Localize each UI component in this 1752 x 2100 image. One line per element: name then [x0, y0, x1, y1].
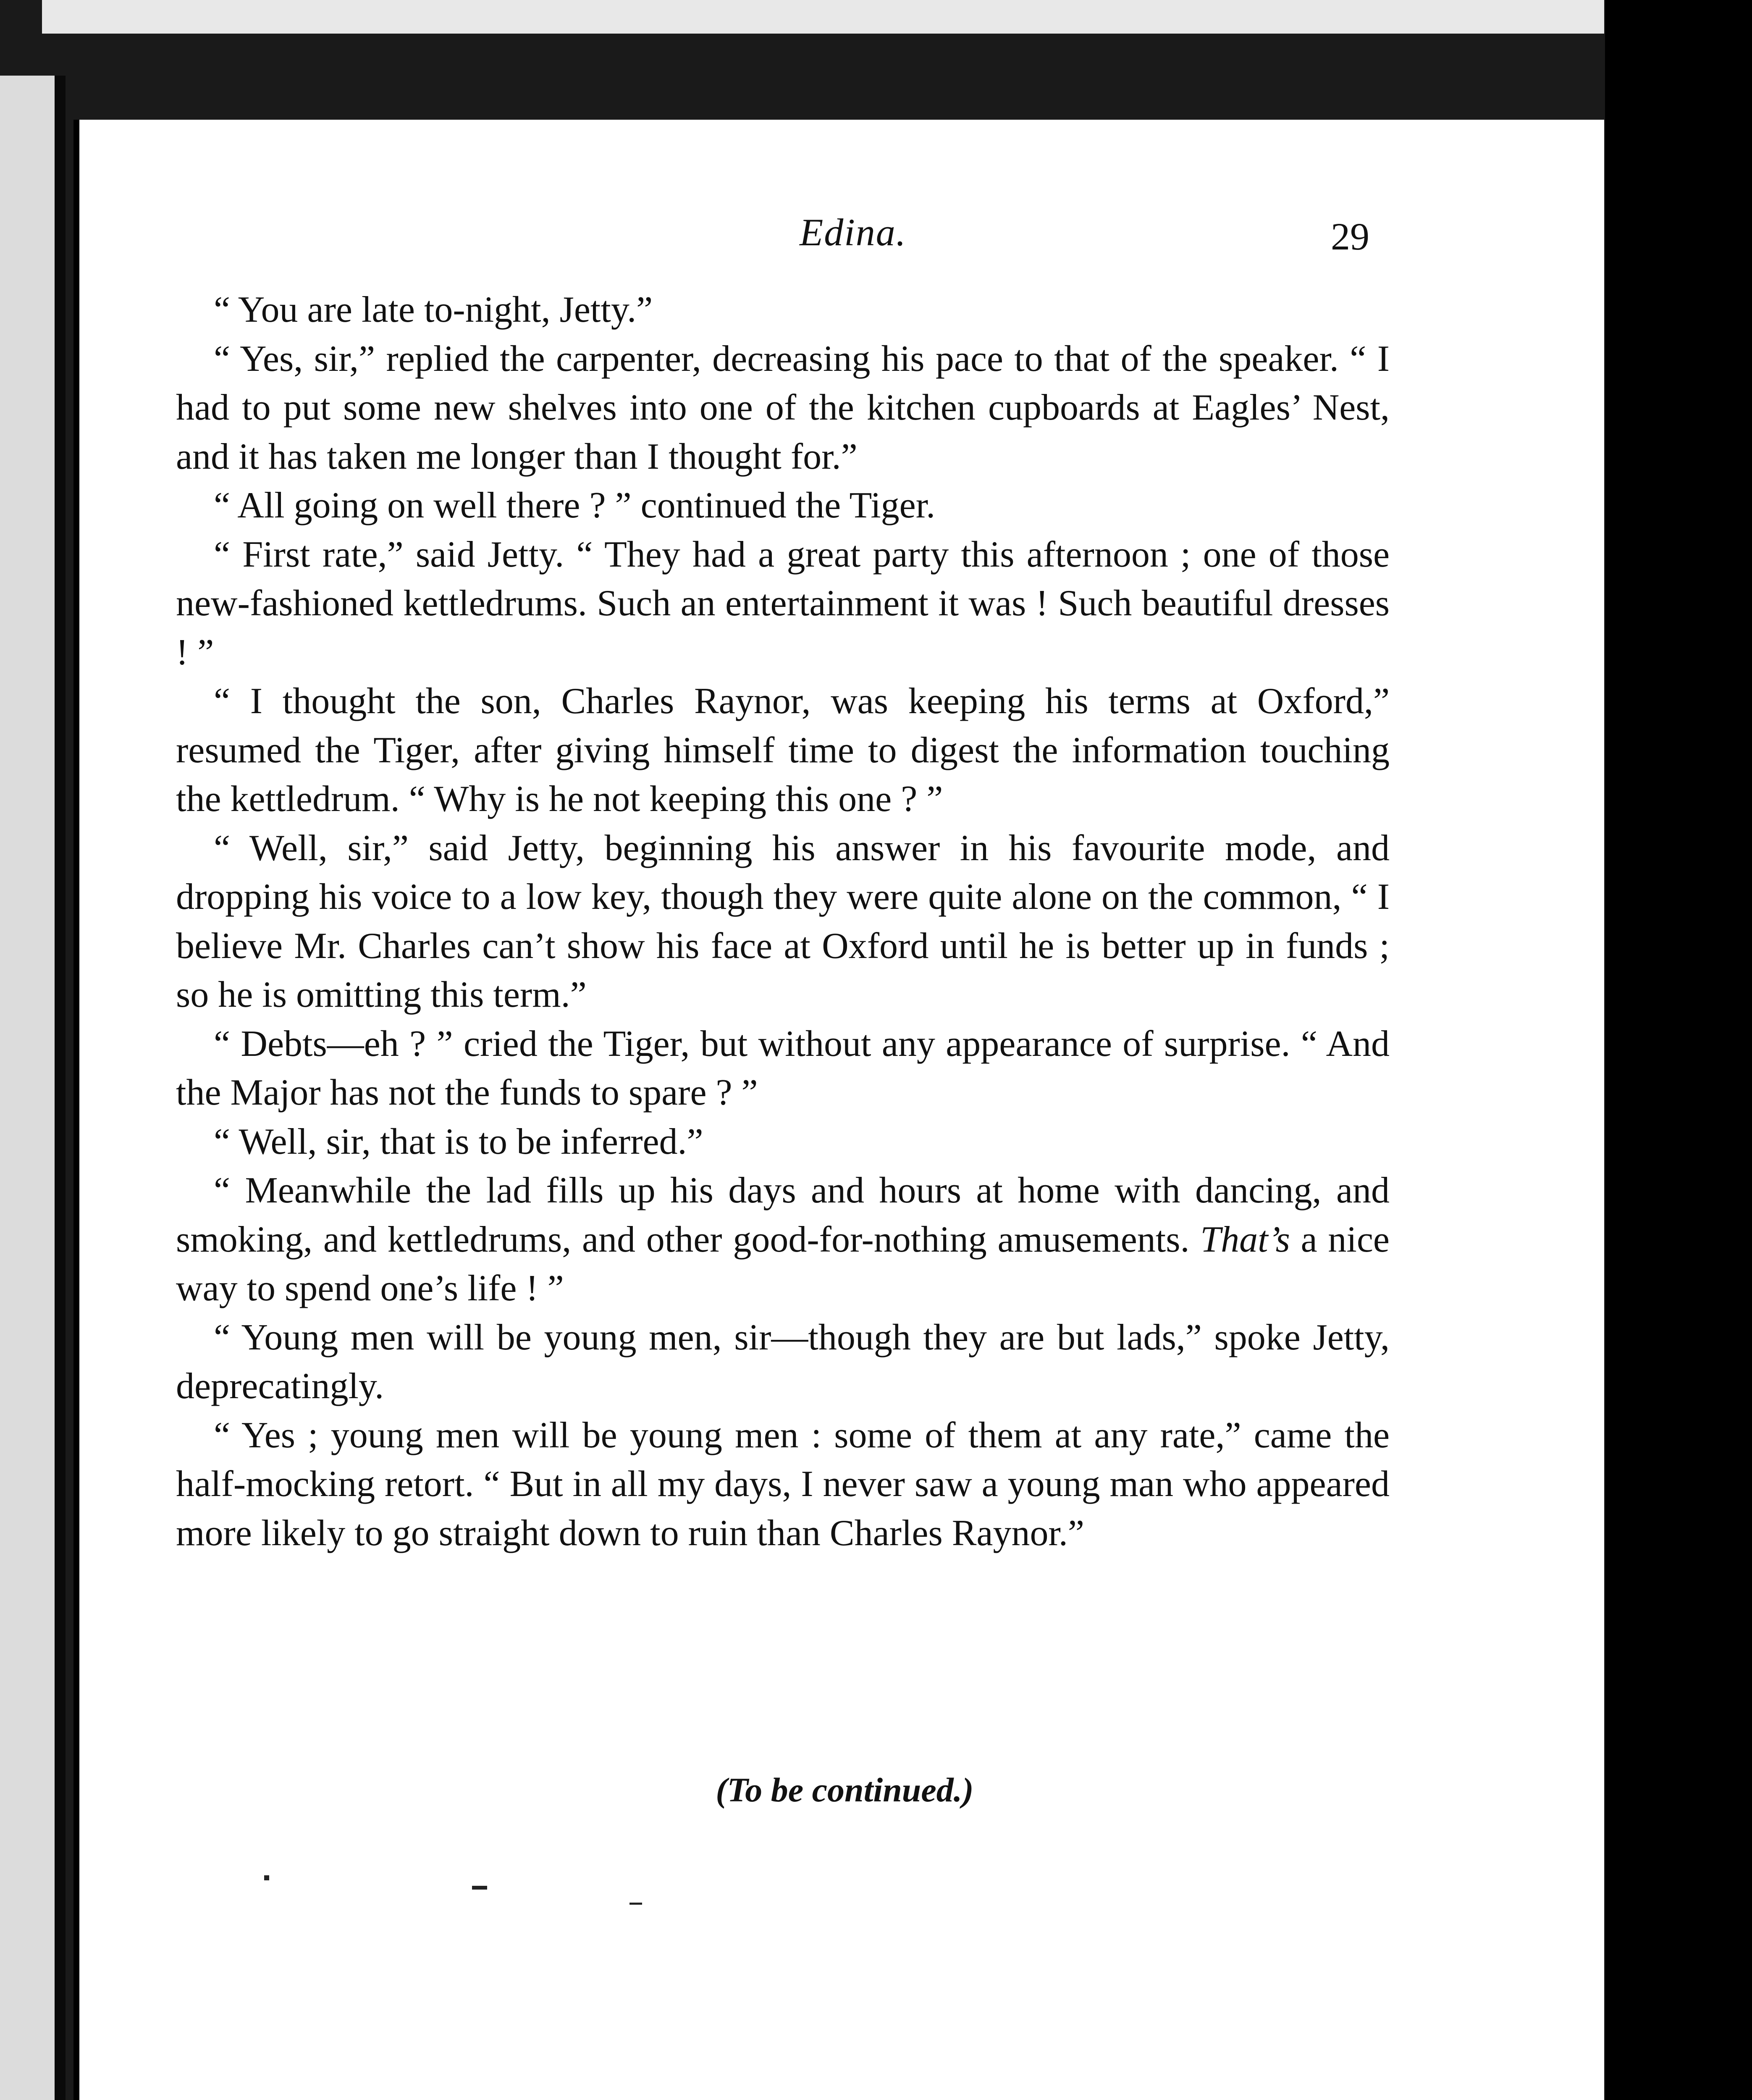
body-text	[176, 286, 1390, 1558]
paragraph: “ Young men will be young men, sir—though they are but lads,” spoke Jetty, deprecatingly.	[176, 1317, 1390, 1407]
to-be-continued-note: (To be continued.)	[716, 1771, 974, 1809]
adjacent-page-top-edge	[42, 0, 1604, 34]
paragraph: “ Yes, sir,” replied the carpenter, decreasing his pace to that of the speaker. “ I had to put some new shelves into one of the kitchen cupboards at Eagles’ Nest, and it has taken me longer than I thought for.”	[176, 338, 1390, 477]
paragraph: “ Meanwhile the lad fills up his days and hours at home with dancing, and smoking, and kettledrums, and other good-for-nothing amusements. That’s a nice way to spend one’s life ! ”	[176, 1170, 1390, 1309]
paragraph: “ Well, sir,” said Jetty, beginning his answer in his favourite mode, and dropping his voice to a low key, though they were quite alone on the common, “ I believe Mr. Charles can’t show his face at Oxford until he is better up in funds ; so he is omitting this term.”	[176, 827, 1390, 1015]
book-page	[73, 120, 1604, 2100]
paragraph: “ You are late to-night, Jetty.”	[214, 289, 653, 330]
adjacent-page-left-edge	[0, 76, 66, 2100]
running-head: Edina.	[800, 211, 907, 254]
paragraph: “ I thought the son, Charles Raynor, was keeping his terms at Oxford,” resumed the Tiger, after giving himself time to digest the information touching the kettledrum. “ Why is he not keeping this one ? ”	[176, 681, 1390, 819]
paragraph: “ Debts—eh ? ” cried the Tiger, but without any appearance of surprise. “ And the Major has not the funds to spare ? ”	[176, 1023, 1390, 1113]
print-speck	[629, 1903, 642, 1905]
paragraph: “ First rate,” said Jetty. “ They had a great party this afternoon ; one of those new-fashioned kettledrums. Such an entertainment it was ! Such beautiful dresses ! ”	[176, 534, 1390, 673]
scan-border-right	[1605, 0, 1752, 2100]
paragraph: “ Yes ; young men will be young men : some of them at any rate,” came the half-mocking retort. “ But in all my days, I never saw a young man who appeared more likely to go straight down to ruin than Charles Raynor.”	[176, 1415, 1390, 1554]
paragraph: “ Well, sir, that is to be inferred.”	[214, 1121, 703, 1162]
paragraph: “ All going on well there ? ” continued the Tiger.	[214, 485, 936, 526]
print-speck	[472, 1886, 487, 1890]
page-number: 29	[1331, 215, 1369, 258]
print-speck	[264, 1875, 269, 1880]
italic-emphasis: That’s	[1200, 1219, 1290, 1260]
